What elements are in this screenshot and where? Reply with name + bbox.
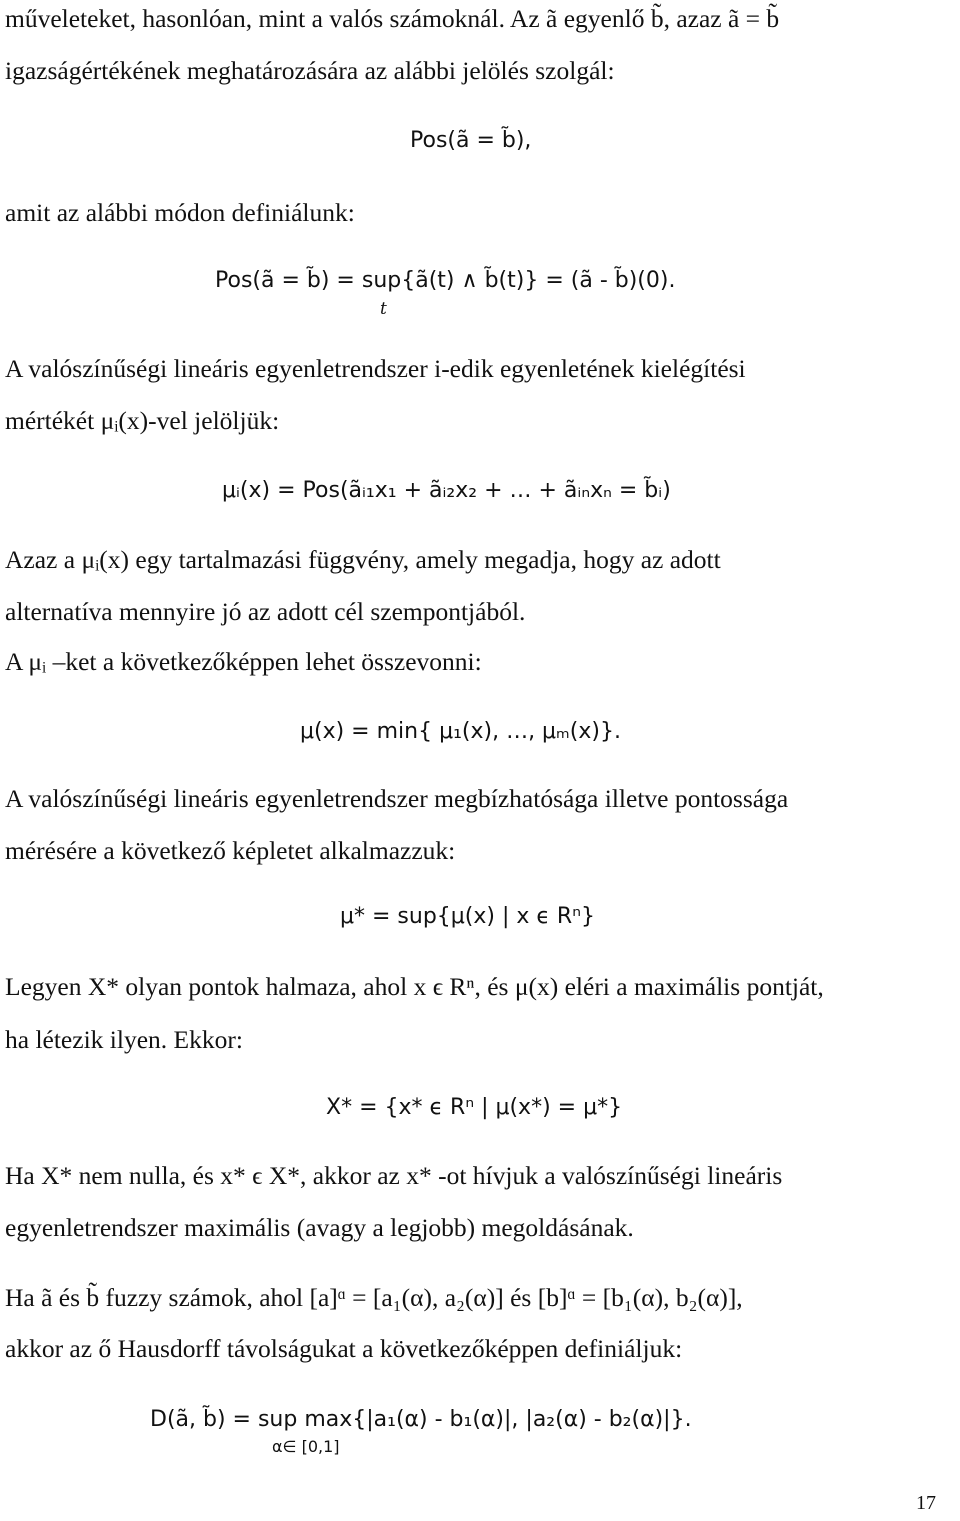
text-line-10: mérésére a következő képletet alkalmazzuk:: [5, 836, 456, 865]
text-line-13: Ha X* nem nulla, és x* ϵ X*, akkor az x* -ot hívjuk a valószínűségi lineáris: [5, 1161, 783, 1190]
formula-mu-i: μᵢ(x) = Pos(ãᵢ₁x₁ + ãᵢ₂x₂ + … + ãᵢₙxₙ = b̃ᵢ): [222, 478, 671, 503]
text-line-5: mértékét μᵢ(x)-vel jelöljük:: [5, 406, 280, 435]
formula-pos: Pos(ã = b̃),: [410, 128, 532, 153]
page-number: 17: [916, 1492, 936, 1514]
text-line-7: alternatíva mennyire jó az adott cél szempontjából.: [5, 597, 526, 626]
text-line-3: amit az alábbi módon definiálunk:: [5, 198, 355, 227]
formula-mu-min: μ(x) = min{ μ₁(x), …, μₘ(x)}.: [300, 719, 621, 744]
formula-mu-star: μ* = sup{μ(x) | x ϵ Rⁿ}: [340, 904, 595, 929]
text-line-11: Legyen X* olyan pontok halmaza, ahol x ϵ Rⁿ, és μ(x) eléri a maximális pontját,: [5, 972, 824, 1001]
text-line-6: Azaz a μᵢ(x) egy tartalmazási függvény, amely megadja, hogy az adott: [5, 545, 721, 574]
text-line-1: műveleteket, hasonlóan, mint a valós számoknál. Az ã egyenlő b̃, azaz ã = b̃: [5, 4, 780, 33]
text-line-14: egyenletrendszer maximális (avagy a legjobb) megoldásának.: [5, 1213, 634, 1242]
formula-pos-definition: Pos(ã = b̃) = sup{ã(t) ∧ b̃(t)} = (ã - b̃)(0).: [215, 268, 676, 293]
text-line-16: akkor az ő Hausdorff távolságukat a következőképpen definiáljuk:: [5, 1334, 683, 1363]
text-line-2: igazságértékének meghatározására az alábbi jelölés szolgál:: [5, 56, 615, 85]
formula-x-star: X* = {x* ϵ Rⁿ | μ(x*) = μ*}: [326, 1095, 623, 1120]
text-line-15: Ha ã és b̃ fuzzy számok, ahol [a]ᵅ = [a₁(α), a₂(α)] és [b]ᵅ = [b₁(α), b₂(α)],: [5, 1283, 743, 1312]
text-line-12: ha létezik ilyen. Ekkor:: [5, 1025, 243, 1054]
text-line-9: A valószínűségi lineáris egyenletrendszer megbízhatósága illetve pontossága: [5, 784, 789, 813]
text-line-4: A valószínűségi lineáris egyenletrendszer i-edik egyenletének kielégítési: [5, 354, 746, 383]
formula-hausdorff: D(ã, b̃) = sup max{|a₁(α) - b₁(α)|, |a₂(α) - b₂(α)|}.: [150, 1407, 692, 1432]
formula-pos-definition-subscript: t: [380, 299, 387, 319]
formula-hausdorff-subscript: α∈ [0,1]: [272, 1437, 340, 1456]
text-line-8: A μᵢ –ket a következőképpen lehet összevonni:: [5, 647, 482, 676]
